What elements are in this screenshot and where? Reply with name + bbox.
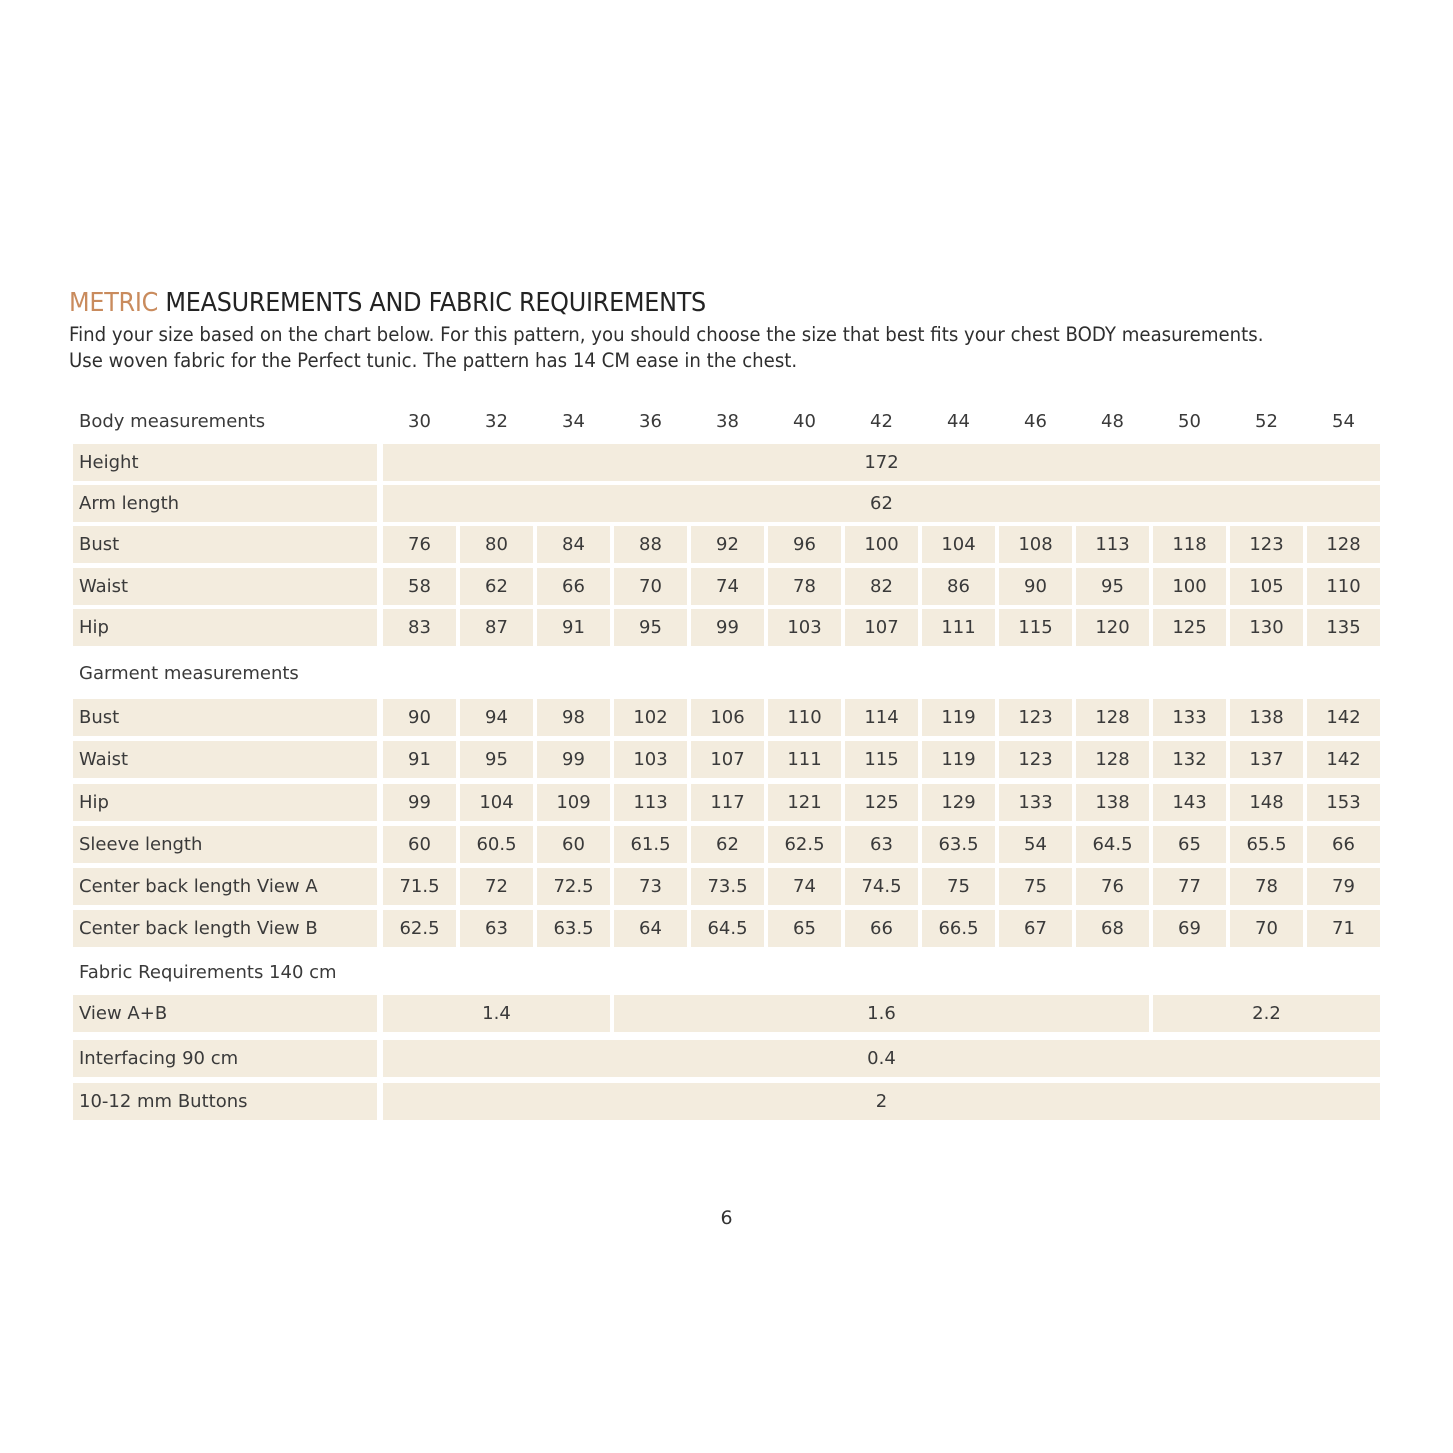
table-cell: 100 (1153, 568, 1226, 605)
table-cell: 90 (383, 699, 456, 736)
garment-measurements-heading: Garment measurements (79, 662, 299, 684)
table-cell: 115 (999, 609, 1072, 646)
fabric-view-value: 1.6 (614, 995, 1149, 1032)
fabric-view-value: 1.4 (383, 995, 610, 1032)
table-cell: 128 (1076, 699, 1149, 736)
size-header: 40 (793, 411, 816, 432)
table-cell: 125 (1153, 609, 1226, 646)
row-label-view-a-b: View A+B (73, 995, 377, 1032)
table-cell: 58 (383, 568, 456, 605)
size-header: 30 (408, 411, 431, 432)
table-cell: 60 (537, 826, 610, 863)
table-cell: 95 (460, 741, 533, 778)
table-cell: 88 (614, 526, 687, 563)
table-cell: 130 (1230, 609, 1303, 646)
table-cell: 129 (922, 784, 995, 821)
table-cell: 119 (922, 699, 995, 736)
table-cell: 120 (1076, 609, 1149, 646)
table-cell: 79 (1307, 868, 1380, 905)
table-cell: 135 (1307, 609, 1380, 646)
table-cell: 119 (922, 741, 995, 778)
table-cell: 96 (768, 526, 841, 563)
body-measurements-heading: Body measurements (79, 411, 266, 432)
page-number: 6 (720, 1207, 733, 1229)
table-cell: 105 (1230, 568, 1303, 605)
table-cell: 63 (460, 910, 533, 947)
table-cell: 87 (460, 609, 533, 646)
table-cell: 65 (1153, 826, 1226, 863)
row-value-arm-length: 62 (383, 485, 1380, 522)
table-cell: 84 (537, 526, 610, 563)
row-label-garment-hip: Hip (73, 784, 377, 821)
intro-line-2: Use woven fabric for the Perfect tunic. The pattern has 14 CM ease in the chest. (69, 349, 798, 372)
table-cell: 98 (537, 699, 610, 736)
table-cell: 62 (691, 826, 764, 863)
size-header: 50 (1178, 411, 1201, 432)
table-cell: 65.5 (1230, 826, 1303, 863)
table-cell: 86 (922, 568, 995, 605)
table-cell: 76 (383, 526, 456, 563)
table-cell: 113 (614, 784, 687, 821)
size-header: 38 (716, 411, 739, 432)
row-label-garment-sleeve-length: Sleeve length (73, 826, 377, 863)
table-cell: 69 (1153, 910, 1226, 947)
table-cell: 60.5 (460, 826, 533, 863)
table-cell: 67 (999, 910, 1072, 947)
intro-line-1: Find your size based on the chart below. For this pattern, you should choose the size that best fits your chest BODY measurements. (69, 323, 1264, 346)
size-header: 46 (1024, 411, 1047, 432)
table-cell: 99 (691, 609, 764, 646)
table-cell: 128 (1307, 526, 1380, 563)
table-cell: 128 (1076, 741, 1149, 778)
table-cell: 73 (614, 868, 687, 905)
table-cell: 65 (768, 910, 841, 947)
table-cell: 104 (922, 526, 995, 563)
table-cell: 138 (1076, 784, 1149, 821)
table-cell: 73.5 (691, 868, 764, 905)
table-cell: 110 (768, 699, 841, 736)
table-cell: 95 (1076, 568, 1149, 605)
table-cell: 66 (1307, 826, 1380, 863)
size-header: 48 (1101, 411, 1124, 432)
table-cell: 110 (1307, 568, 1380, 605)
row-value-height: 172 (383, 444, 1380, 481)
table-cell: 111 (768, 741, 841, 778)
table-cell: 123 (999, 741, 1072, 778)
table-cell: 142 (1307, 741, 1380, 778)
table-cell: 76 (1076, 868, 1149, 905)
table-cell: 133 (999, 784, 1072, 821)
table-cell: 61.5 (614, 826, 687, 863)
row-value-interfacing-90-cm: 0.4 (383, 1040, 1380, 1077)
table-cell: 102 (614, 699, 687, 736)
table-cell: 103 (614, 741, 687, 778)
table-cell: 72.5 (537, 868, 610, 905)
table-cell: 125 (845, 784, 918, 821)
title-accent: METRIC (69, 288, 159, 318)
table-cell: 114 (845, 699, 918, 736)
table-cell: 153 (1307, 784, 1380, 821)
table-cell: 132 (1153, 741, 1226, 778)
table-cell: 62.5 (768, 826, 841, 863)
table-cell: 62 (460, 568, 533, 605)
row-label-body-bust: Bust (73, 526, 377, 563)
size-header: 34 (562, 411, 585, 432)
row-label-10-12-mm-buttons: 10-12 mm Buttons (73, 1083, 377, 1120)
table-cell: 63 (845, 826, 918, 863)
table-cell: 83 (383, 609, 456, 646)
row-label-garment-center-back-length-view-b: Center back length View B (73, 910, 377, 947)
table-cell: 148 (1230, 784, 1303, 821)
table-cell: 115 (845, 741, 918, 778)
row-label-body-waist: Waist (73, 568, 377, 605)
table-cell: 118 (1153, 526, 1226, 563)
table-cell: 78 (1230, 868, 1303, 905)
table-cell: 68 (1076, 910, 1149, 947)
table-cell: 142 (1307, 699, 1380, 736)
row-value-10-12-mm-buttons: 2 (383, 1083, 1380, 1120)
title-text: MEASUREMENTS AND FABRIC REQUIREMENTS (165, 288, 706, 318)
size-header: 42 (870, 411, 893, 432)
row-label-interfacing-90-cm: Interfacing 90 cm (73, 1040, 377, 1077)
table-cell: 95 (614, 609, 687, 646)
table-cell: 137 (1230, 741, 1303, 778)
table-cell: 62.5 (383, 910, 456, 947)
table-cell: 106 (691, 699, 764, 736)
table-cell: 54 (999, 826, 1072, 863)
table-cell: 66.5 (922, 910, 995, 947)
size-header: 36 (639, 411, 662, 432)
table-cell: 107 (691, 741, 764, 778)
table-cell: 92 (691, 526, 764, 563)
table-cell: 82 (845, 568, 918, 605)
size-header: 44 (947, 411, 970, 432)
table-cell: 72 (460, 868, 533, 905)
page-title (69, 288, 706, 318)
row-label-garment-center-back-length-view-a: Center back length View A (73, 868, 377, 905)
table-cell: 107 (845, 609, 918, 646)
size-header: 52 (1255, 411, 1278, 432)
table-cell: 71 (1307, 910, 1380, 947)
table-cell: 138 (1230, 699, 1303, 736)
table-cell: 91 (383, 741, 456, 778)
table-cell: 71.5 (383, 868, 456, 905)
table-cell: 64 (614, 910, 687, 947)
table-cell: 121 (768, 784, 841, 821)
table-cell: 60 (383, 826, 456, 863)
table-cell: 143 (1153, 784, 1226, 821)
table-cell: 104 (460, 784, 533, 821)
table-cell: 90 (999, 568, 1072, 605)
row-label-garment-waist: Waist (73, 741, 377, 778)
table-cell: 74 (691, 568, 764, 605)
table-cell: 99 (537, 741, 610, 778)
table-cell: 113 (1076, 526, 1149, 563)
fabric-requirements-heading: Fabric Requirements 140 cm (79, 961, 337, 983)
row-label-garment-bust: Bust (73, 699, 377, 736)
table-cell: 117 (691, 784, 764, 821)
size-header: 54 (1332, 411, 1355, 432)
table-cell: 77 (1153, 868, 1226, 905)
table-cell: 80 (460, 526, 533, 563)
table-cell: 100 (845, 526, 918, 563)
table-cell: 111 (922, 609, 995, 646)
row-label-height: Height (73, 444, 377, 481)
table-cell: 63.5 (922, 826, 995, 863)
table-cell: 74.5 (845, 868, 918, 905)
size-header: 32 (485, 411, 508, 432)
row-label-body-hip: Hip (73, 609, 377, 646)
table-cell: 91 (537, 609, 610, 646)
table-cell: 108 (999, 526, 1072, 563)
fabric-view-value: 2.2 (1153, 995, 1380, 1032)
table-cell: 123 (999, 699, 1072, 736)
table-cell: 133 (1153, 699, 1226, 736)
table-cell: 94 (460, 699, 533, 736)
table-cell: 109 (537, 784, 610, 821)
table-cell: 64.5 (1076, 826, 1149, 863)
table-cell: 75 (999, 868, 1072, 905)
table-cell: 74 (768, 868, 841, 905)
table-cell: 63.5 (537, 910, 610, 947)
table-cell: 66 (537, 568, 610, 605)
table-cell: 78 (768, 568, 841, 605)
table-cell: 103 (768, 609, 841, 646)
table-cell: 70 (614, 568, 687, 605)
table-cell: 99 (383, 784, 456, 821)
table-cell: 70 (1230, 910, 1303, 947)
table-cell: 123 (1230, 526, 1303, 563)
row-label-arm-length: Arm length (73, 485, 377, 522)
table-cell: 64.5 (691, 910, 764, 947)
table-cell: 75 (922, 868, 995, 905)
table-cell: 66 (845, 910, 918, 947)
